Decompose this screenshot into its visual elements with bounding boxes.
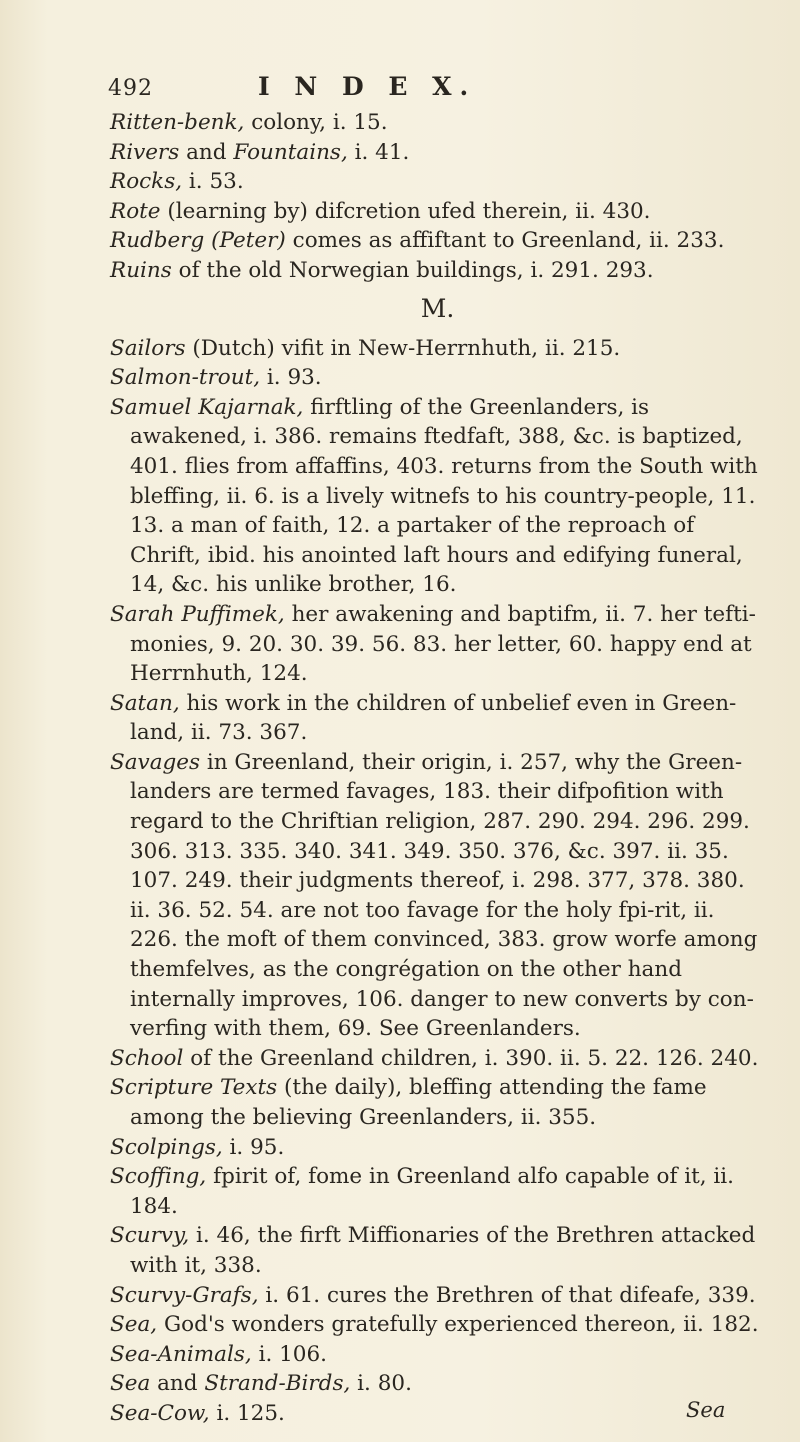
index-entry (110, 197, 765, 227)
index-group-r (110, 108, 765, 286)
entry-text: in Greenland, their origin, i. 257, why the Green-landers are termed favages, 183. their difpofition with regard to the Chriftian religion, 287. 290. 294. 296. 299. 306. 313. 335. 340. 341. 349. 350. 376, &c. 397. ii. 35. 107. 249. their judgments thereof, i. 298. 377, 378. 380. ii. 36. 52. 54. are not too favage for the holy fpi-rit, ii. 226. the moft of them convinced, 383. grow worfe among themfelves, as the congrégation on the other hand internally improves, 106. danger to new converts by con-verfing with them, 69. See Greenlanders. (130, 749, 758, 1042)
entry-text: colony, i. 15. (244, 110, 388, 135)
entry-text: and (179, 139, 234, 165)
index-entry (110, 1162, 765, 1221)
index-entry (110, 748, 765, 1044)
index-entry (110, 334, 765, 364)
index-entry (110, 1073, 765, 1132)
index-entry (110, 226, 765, 256)
index-group-s (110, 334, 765, 1429)
entry-headword: Scurvy-Grafs, (110, 1282, 259, 1308)
entry-headword: Savages (110, 749, 201, 775)
entry-text: and (150, 1371, 205, 1397)
entry-text: i. 46, the firft Miffionaries of the Brethren attacked with it, 338. (130, 1223, 756, 1278)
entry-headword: Scripture Texts (110, 1075, 278, 1101)
running-head: I N D E X. (258, 72, 477, 101)
page-header (108, 72, 708, 101)
entry-headword: Ruins (110, 257, 172, 283)
entry-text: her awakening and baptifm, ii. 7. her tefti-monies, 9. 20. 30. 39. 56. 83. her letter, 60. happy end at Herrnhuth, 124. (130, 601, 756, 687)
entry-headword: Scurvy, (110, 1223, 190, 1249)
entry-text: i. 80. (350, 1371, 412, 1397)
entry-text: firftling of the Greenlanders, is awakened, i. 386. remains ftedfaft, 388, &c. is baptized, 401. flies from affaffins, 403. returns from the South with bleffing, ii. 6. is a lively witnefs to his country-people, 11. 13. a man of faith, 12. a partaker of the reproach of Chrift, ibid. his anointed laft hours and edifying funeral, 14, &c. his unlike brother, 16. (130, 394, 758, 598)
entry-text: i. 125. (209, 1400, 285, 1426)
catchword: Sea (686, 1398, 726, 1422)
entry-headword: Sea-Cow, (110, 1400, 210, 1426)
entry-headword: Samuel Kajarnak, (110, 394, 304, 420)
entry-text: i. 106. (251, 1341, 327, 1367)
entry-headword: Scoffing, (110, 1164, 207, 1190)
entry-headword: Scolpings, (110, 1134, 223, 1160)
entry-headword: Sea (110, 1371, 151, 1397)
entry-headword: Fountains, (233, 139, 348, 165)
index-entry (110, 1133, 765, 1163)
entry-text: i. 53. (182, 169, 244, 195)
index-column (110, 108, 765, 1429)
entry-text: i. 41. (347, 139, 410, 165)
entry-headword: Sea-Animals, (110, 1341, 252, 1367)
index-entry (110, 167, 765, 197)
entry-headword: Strand-Birds, (204, 1371, 351, 1397)
entry-headword: Sea, (110, 1312, 158, 1338)
entry-headword: Sarah Puffimek, (110, 601, 285, 627)
entry-text: i. 95. (222, 1134, 285, 1160)
index-entry (110, 600, 765, 689)
entry-text: of the Greenland children, i. 390. ii. 5. 22. 126. 240. (183, 1045, 759, 1071)
entry-text: (Dutch) vifit in New-Herrnhuth, ii. 215. (185, 335, 621, 361)
index-entry (110, 1310, 765, 1340)
entry-headword: Rudberg (Peter) (110, 228, 286, 254)
entry-text: his work in the children of unbelief even in Green-land, ii. 73. 367. (130, 690, 737, 746)
entry-headword: Rocks, (110, 169, 183, 195)
entry-text: i. 61. cures the Brethren of that difeafe, 339. (258, 1282, 756, 1308)
entry-text: (the daily), bleffing attending the fame among the believing Greenlanders, ii. 355. (130, 1075, 707, 1130)
entry-text: God's wonders gratefully experienced thereon, ii. 182. (157, 1312, 759, 1338)
index-entry (110, 689, 765, 748)
entry-headword: Ritten-benk, (110, 110, 245, 135)
entry-text: fpirit of, fome in Greenland alfo capable of it, ii. 184. (130, 1164, 735, 1219)
entry-headword: School (110, 1045, 184, 1071)
index-entry (110, 1399, 765, 1429)
index-entry (110, 138, 765, 168)
index-entry (110, 1369, 765, 1399)
index-entry (110, 393, 765, 600)
entry-text: i. 93. (260, 365, 322, 391)
index-entry (110, 1281, 765, 1311)
index-entry (110, 256, 765, 286)
index-entry (110, 1340, 765, 1370)
entry-headword: Rote (110, 198, 161, 224)
page-number: 492 (108, 76, 153, 101)
entry-text: comes as affiftant to Greenland, ii. 233. (285, 228, 725, 254)
entry-headword: Salmon-trout, (110, 365, 261, 391)
entry-headword: Rivers (110, 139, 180, 165)
entry-text: (learning by) difcretion ufed therein, ii. 430. (160, 198, 651, 224)
index-entry (110, 363, 765, 393)
index-entry (110, 1221, 765, 1280)
index-entry (110, 108, 765, 138)
entry-text: of the old Norwegian buildings, i. 291. 293. (171, 257, 654, 283)
entry-headword: Satan, (110, 690, 180, 716)
entry-headword: Sailors (110, 335, 186, 361)
index-entry (110, 1044, 765, 1074)
section-letter: M. (420, 293, 455, 323)
